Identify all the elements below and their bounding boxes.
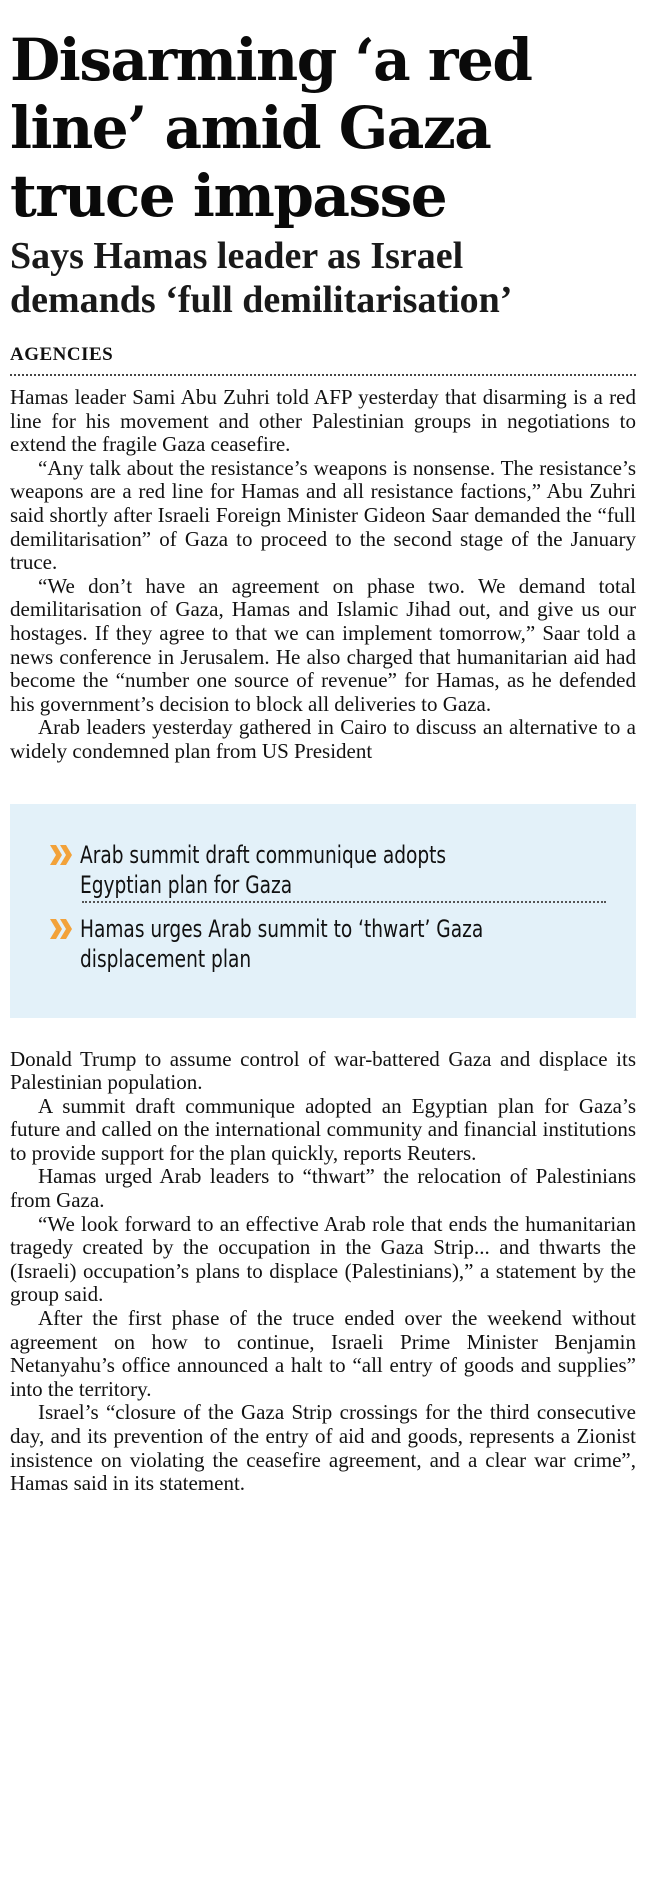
paragraph: After the first phase of the truce ended over the weekend without agreement on how to continue, Israeli Prime Minister Benjamin Netanyahu’s office announced a halt to “all entry of goods and supplies” into the territory. bbox=[10, 1306, 636, 1401]
subheadline-line: Says Hamas leader as Israel bbox=[10, 235, 464, 277]
headline-line: truce impasse bbox=[10, 162, 447, 230]
paragraph: Arab leaders yesterday gathered in Cairo to discuss an alternative to a widely condemned plan from US President bbox=[10, 715, 636, 763]
paragraph: Hamas urged Arab leaders to “thwart” the relocation of Palestinians from Gaza. bbox=[10, 1164, 636, 1213]
headline bbox=[10, 26, 636, 230]
headline-line: Disarming ‘a red bbox=[10, 26, 532, 94]
article bbox=[10, 26, 636, 1496]
related-story-link[interactable] bbox=[50, 914, 606, 974]
article-body-part-1 bbox=[10, 386, 636, 764]
subheadline-line: demands ‘full demilitarisation’ bbox=[10, 279, 513, 321]
byline: AGENCIES bbox=[10, 344, 636, 376]
related-story-link[interactable] bbox=[50, 840, 606, 900]
related-story-title: Arab summit draft communique adopts Egyptian plan for Gaza bbox=[80, 840, 447, 899]
related-story-title: Hamas urges Arab summit to ‘thwart’ Gaza displacement plan bbox=[80, 914, 484, 973]
article-body-part-2 bbox=[10, 1048, 636, 1496]
double-chevron-right-icon bbox=[50, 917, 72, 941]
paragraph: “We look forward to an effective Arab role that ends the humanitarian tragedy created by the occupation in the Gaza Strip... and thwarts the (Israeli) occupation’s plans to displace (Palestinians),” a statement by the group said. bbox=[10, 1211, 636, 1307]
headline-line: line’ amid Gaza bbox=[10, 94, 491, 162]
subheadline bbox=[10, 234, 636, 322]
panel-divider bbox=[82, 901, 606, 903]
paragraph: “We don’t have an agreement on phase two. We demand total demilitarisation of Gaza, Hamas and Islamic Jihad out, and give us our hostages. If they agree to that we can implement tomorrow,” Saar told a news conference in Jerusalem. He also charged that humanitarian aid had become the “number one source of revenue” for Hamas, as he defended his government’s decision to block all deliveries to Gaza. bbox=[10, 573, 636, 716]
double-chevron-right-icon bbox=[50, 843, 72, 867]
paragraph: Israel’s “closure of the Gaza Strip crossings for the third consecutive day, and its prevention of the entry of aid and goods, represents a Zionist insistence on violating the ceasefire agreement, and a clear war crime”, Hamas said in its statement. bbox=[10, 1400, 636, 1496]
paragraph: “Any talk about the resistance’s weapons is nonsense. The resistance’s weapons are a red line for Hamas and all resistance factions,” Abu Zuhri said shortly after Israeli Foreign Minister Gideon Saar demanded the “full demilitarisation” of Gaza to proceed to the second stage of the January truce. bbox=[10, 455, 636, 575]
paragraph: Donald Trump to assume control of war-battered Gaza and displace its Palestinian population. bbox=[10, 1046, 636, 1095]
paragraph: Hamas leader Sami Abu Zuhri told AFP yesterday that disarming is a red line for his movement and other Palestinian groups in negotiations to extend the fragile Gaza ceasefire. bbox=[10, 385, 636, 457]
paragraph: A summit draft communique adopted an Egyptian plan for Gaza’s future and called on the international community and financial institutions to provide support for the plan quickly, reports Reuters. bbox=[10, 1093, 636, 1165]
related-stories-panel bbox=[10, 804, 636, 1018]
